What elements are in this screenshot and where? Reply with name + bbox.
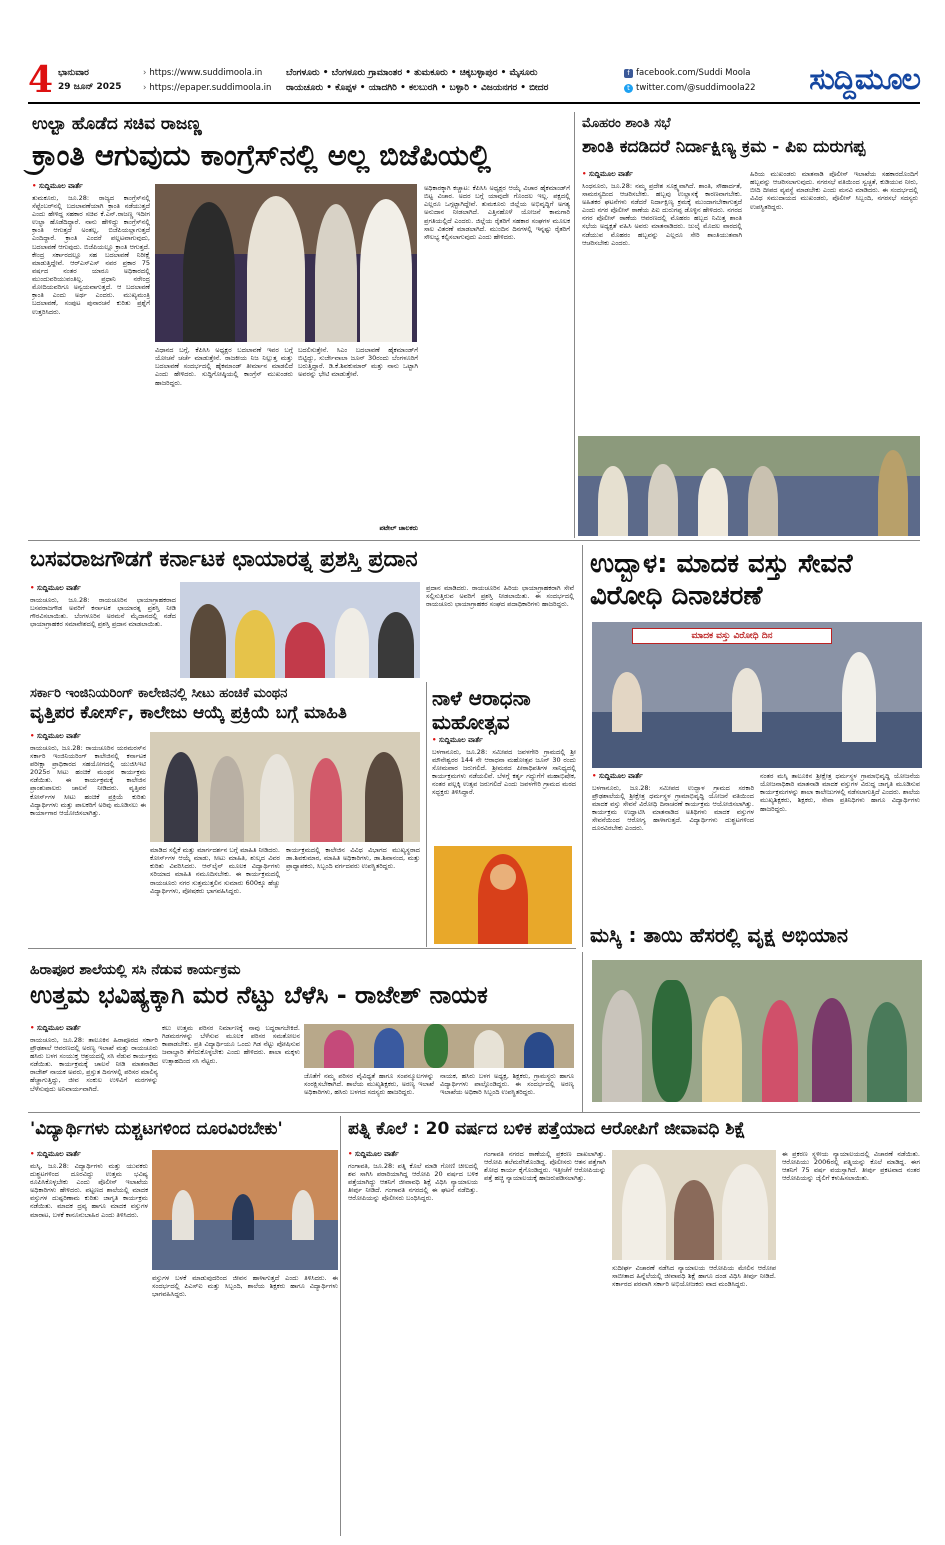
story-headline: ಪತ್ನಿ ಕೊಲೆ : 20 ವರ್ಷದ ಬಳಿಕ ಪತ್ತೆಯಾದ ಆರೋಪಿಗೆ ಜೀವಾವಧಿ ಶಿಕ್ಷೆ — [348, 1119, 746, 1139]
story-byline: ಸುದ್ದಿಮೂಲ ವಾರ್ತೆ — [438, 736, 483, 744]
story-column: • ಸುದ್ದಿಮೂಲ ವಾರ್ತೆ ಗಂಗಾವತಿ, ಜೂ.28: ಪತ್ನಿ ಕೊಲೆ ಮಾಡಿ ಗೋಣಿ ಚೀಲದಲ್ಲಿ ಶವ ಸಾಗಿಸಿ ಪರಾರಿಯಾಗಿದ್ದ ಆರೋಪಿ 20 ವರ್ಷದ ಬಳಿಕ ಪತ್ತೆಯಾಗಿದ್ದು ಆತನಿಗೆ ಜೀವಾವಧಿ ಶಿಕ್ಷೆ ವಿಧಿಸಿ ನ್ಯಾಯಾಲಯ ತೀರ್ಪು ನೀಡಿದೆ. ಗಂಗಾವತಿ ನಗರದಲ್ಲಿ ಈ ಘಟನೆ ನಡೆದಿತ್ತು. ಆರೋಪಿಯನ್ನು ಪೊಲೀಸರು ಬಂಧಿಸಿದ್ದರು. — [348, 1150, 478, 1203]
story-headline: ಉತ್ತಮ ಭವಿಷ್ಯಕ್ಕಾಗಿ ಮರ ನೆಟ್ಟು ಬೆಳೆಸಿ - ರಾಜೇಶ್ ನಾಯಕ — [30, 981, 488, 1009]
story-headline: ಬಸವರಾಜಗೌಡಗೆ ಕರ್ನಾಟಕ ಛಾಯಾರತ್ನ ಪ್ರಶಸ್ತಿ ಪ್ರದಾನ — [30, 547, 418, 572]
story-column — [298, 346, 418, 524]
story-byline: ಸುದ್ದಿಮೂಲ ವಾರ್ತೆ — [36, 584, 81, 592]
story-text: ಹಿರಿಯ ಮುಖಂಡರು ಮಾತನಾಡಿ ಪೊಲೀಸ್ ಇಲಾಖೆಯ ಸಹಕಾರದೊಂದಿಗೆ ಹಬ್ಬವನ್ನು ಆಚರಿಸಲಾಗುವುದು. ನಗರಸಭೆ ವತಿಯಿಂದ ಸ್ವಚ್ಛತೆ, ಕುಡಿಯುವ ನೀರು, ಬೀದಿ ದೀಪದ ವ್ಯವಸ್ಥೆ ಮಾಡಬೇಕು ಎಂದು ಮನವಿ ಮಾಡಿದರು. ಈ ಸಂದರ್ಭದಲ್ಲಿ ವಿವಿಧ ಸಮುದಾಯದ ಮುಖಂಡರು, ಪೊಲೀಸ್ ಸಿಬ್ಬಂದಿ, ನಗರಸಭೆ ಸದಸ್ಯರು ಉಪಸ್ಥಿತರಿದ್ದರು. — [750, 170, 918, 211]
story-text: ಸುದೀರ್ಘ ವಿಚಾರಣೆ ನಡೆಸಿದ ನ್ಯಾಯಾಲಯ ಆರೋಪಿಯ ಮೇಲಿನ ಆರೋಪ ಸಾಬೀತಾದ ಹಿನ್ನೆಲೆಯಲ್ಲಿ ಜೀವಾವಧಿ ಶಿಕ್ಷೆ ಹಾಗೂ ದಂಡ ವಿಧಿಸಿ ತೀರ್ಪು ನೀಡಿದೆ. ಸರ್ಕಾರದ ಪರವಾಗಿ ಸರ್ಕಾರಿ ಅಭಿಯೋಜಕರು ವಾದ ಮಂಡಿಸಿದ್ದರು. — [612, 1264, 776, 1289]
story-kicker: ಮೊಹರಂ ಶಾಂತಿ ಸಭೆ — [582, 116, 671, 131]
story-photo — [434, 846, 572, 944]
city-editions — [286, 66, 616, 96]
story-photo — [592, 622, 922, 768]
story-text: ನಂತರ ಮಸ್ಕಿ ತಾಲೂಕಿನ ಶ್ರೀಕ್ಷೇತ್ರ ಧರ್ಮಸ್ಥಳ ಗ್ರಾಮಾಭಿವೃದ್ಧಿ ಯೋಜನೆಯ ಯೋಜನಾಧಿಕಾರಿ ಮಾತನಾಡಿ ಮಾದಕ ವಸ್ತುಗಳ ವಿರುದ್ಧ ಜಾಗೃತಿ ಮೂಡಿಸುವ ಕಾರ್ಯಕ್ರಮಗಳನ್ನು ಶಾಲಾ ಕಾಲೇಜುಗಳಲ್ಲಿ ನಡೆಸಲಾಗುತ್ತಿದೆ ಎಂದರು. ಶಾಲೆಯ ಮುಖ್ಯಶಿಕ್ಷಕರು, ಶಿಕ್ಷಕರು, ಸೇವಾ ಪ್ರತಿನಿಧಿಗಳು ಹಾಗೂ ವಿದ್ಯಾರ್ಥಿಗಳು ಹಾಜರಿದ್ದರು. — [760, 772, 920, 813]
masthead — [28, 60, 920, 104]
story-photo — [592, 960, 922, 1102]
event-banner: ಮಾದಕ ವಸ್ತು ವಿರೋಧಿ ದಿನ — [632, 628, 832, 644]
story-column — [484, 1150, 606, 1530]
story-column — [612, 1264, 776, 1530]
story-column: • ಸುದ್ದಿಮೂಲ ವಾರ್ತೆ ಮಸ್ಕಿ, ಜೂ.28: ವಿದ್ಯಾರ್ಥಿಗಳು ಮತ್ತು ಯುವಕರು ದುಶ್ಚಟಗಳಿಂದ ದೂರವಿದ್ದು ಉತ್ತಮ ಭವಿಷ್ಯ ರೂಪಿಸಿಕೊಳ್ಳಬೇಕು ಎಂದು ಪೊಲೀಸ್ ಇಲಾಖೆಯ ಅಧಿಕಾರಿಗಳು ಹೇಳಿದರು. ಪಟ್ಟಣದ ಶಾಲೆಯಲ್ಲಿ ಮಾದಕ ವಸ್ತುಗಳ ದುಷ್ಪರಿಣಾಮ ಕುರಿತು ಜಾಗೃತಿ ಕಾರ್ಯಕ್ರಮ ನಡೆಯಿತು. ಮಾದಕ ದ್ರವ್ಯ ಹಾಗೂ ಮಾದಕ ವಸ್ತುಗಳ ಮಾರಾಟ, ಬಳಕೆ ಕಾನೂನುಬಾಹಿರ ಎಂದು ತಿಳಿಸಿದರು. — [30, 1150, 148, 1219]
story-photo — [152, 1150, 338, 1270]
section-divider — [28, 540, 920, 541]
story-headline: ಶಾಂತಿ ಕದಡಿದರೆ ನಿರ್ದಾಕ್ಷಿಣ್ಯ ಕ್ರಮ - ಪಿಐ ದುರುಗಪ್ಪ — [582, 137, 866, 157]
story-column — [155, 346, 293, 534]
epaper-link[interactable]: https://epaper.suddimoola.in — [149, 83, 272, 93]
story-photo — [155, 184, 417, 342]
date: 29 ಜೂನ್ 2025 — [58, 82, 122, 92]
twitter-icon: t — [624, 84, 633, 93]
story-text: ಬದಲಿಸುತ್ತೇನೆ. ಸಿಎಂ ಬದಲಾವಣೆ ಹೈಕಮಾಂಡ್‌ಗೆ ಬಿಟ್ಟಿದ್ದು, ಸುರ್ಜೇವಾಲಾ ಜೂನ್ 30ರಂದು ಬೆಂಗಳೂರಿಗೆ ಬರುತ್ತಿದ್ದಾರೆ. ಡಿ.ಕೆ.ಶಿವಕುಮಾರ್ ಮತ್ತು ನಾನು ಒಟ್ಟಾಗಿ ಅವರನ್ನು ಭೇಟಿ ಮಾಡುತ್ತೇವೆ. — [298, 346, 418, 379]
story-column: • ಸುದ್ದಿಮೂಲ ವಾರ್ತೆ ತುಮಕೂರು, ಜೂ.28: ರಾಜ್ಯದ ಕಾಂಗ್ರೆಸ್‌ನಲ್ಲಿ ಸೆಪ್ಟೆಂಬರ್‌ನಲ್ಲಿ ಬದಲಾವಣೆಯಾಗಿ ಕ್ರಾಂತಿ ನಡೆಯುತ್ತದೆ ಎಂದು ಹೇಳಿದ್ದ ಸಹಕಾರ ಸಚಿವ ಕೆ.ಎನ್.ರಾಜಣ್ಣ ಇದೀಗ ಉಲ್ಟಾ ಹೊಡೆದಿದ್ದಾರೆ. ನಾನು ಹೇಳಿದ್ದು ಕಾಂಗ್ರೆಸ್‌ನಲ್ಲಿ ಕ್ರಾಂತಿ ಆಗುತ್ತದೆ ಅಂತಲ್ಲ, ಬಿಜೆಪಿಯಲ್ಲಾಗುತ್ತದೆ ಎಂದಿದ್ದಾರೆ. ಕ್ರಾಂತಿ ಎಂದರೆ ಪಲ್ಲಟವಾಗುವುದು, ಬದಲಾವಣೆ ಆಗುವುದು. ಬಿಜೆಪಿಯಲ್ಲೂ ಕ್ರಾಂತಿ ಆಗುತ್ತದೆ. ಕೇಂದ್ರ ಸರ್ಕಾರದಲ್ಲೂ ಸಹ ಬದಲಾವಣೆ ನಿರೀಕ್ಷೆ ಮಾಡುತ್ತಿದ್ದೇವೆ. ಆರ್‌ಎಸ್‌ಎಸ್ ನವರ ಪ್ರಕಾರ 75 ವರ್ಷದ ನಂತರ ಯಾರೂ ಅಧಿಕಾರದಲ್ಲಿ ಮುಂದುವರಿಯುವಂತಿಲ್ಲ. ಪ್ರಧಾನಿ ನರೇಂದ್ರ ಮೋದಿಯವರಿಗೂ ಅನ್ವಯವಾಗುತ್ತದೆ. ಆ ಬದಲಾವಣೆ ಕ್ರಾಂತಿ ಎಂದು ಅರ್ಥ ಎಂದರು. ಮುಖ್ಯಮಂತ್ರಿ ಬದಲಾವಣೆ, ಸಂಪುಟ ಪುನಾರಚನೆ ಕುರಿತು ಪ್ರಶ್ನೆಗೆ ಉತ್ತರಿಸಿದರು. — [32, 182, 150, 316]
date-block — [58, 66, 122, 94]
story-byline: ಸುದ್ದಿಮೂಲ ವಾರ್ತೆ — [354, 1150, 399, 1158]
story-text: ವಿಧಾನದ ಬಗ್ಗೆ, ಕೆಪಿಸಿಸಿ ಅಧ್ಯಕ್ಷರ ಬದಲಾವಣೆ ಇವರ ಬಗ್ಗೆ ಯೋಚನೆ ಚರ್ಚೆ ಮಾಡುತ್ತೇನೆ. ರಾಜಕೀಯ ನಿಜ ನಿಲ್ಲುತ್ತ ಮತ್ತು ಬದಲಾವಣೆ ಸಂದರ್ಭದಲ್ಲಿ ಹೈಕಮಾಂಡ್ ತೀರ್ಮಾನ ಮಾಡಲಿದೆ ಎಂದು ಹೇಳಿದರು. ಸುದ್ದಿಗೋಷ್ಠಿಯಲ್ಲಿ ಕಾಂಗ್ರೆಸ್ ಮುಖಂಡರು ಹಾಜರಿದ್ದರು. — [155, 346, 293, 387]
story-headline: 'ವಿದ್ಯಾರ್ಥಿಗಳು ದುಶ್ಚಟಗಳಿಂದ ದೂರವಿರಬೇಕು' — [30, 1119, 283, 1139]
section-divider — [28, 1112, 920, 1113]
facebook-link[interactable]: facebook.com/Suddi Moola — [636, 68, 751, 78]
newspaper-logo: ಸುದ್ದಿಮೂಲ — [809, 62, 920, 97]
story-headline: ಉದ್ಬಾಳ: ಮಾದಕ ವಸ್ತು ಸೇವನೆ ವಿರೋಧಿ ದಿನಾಚರಣೆ — [590, 549, 853, 611]
story-text: ನಾಯಕ, ಹಸಿರು ಬಳಗ ಅಧ್ಯಕ್ಷ, ಶಿಕ್ಷಕರು, ಗ್ರಾಮಸ್ಥರು ಹಾಗೂ ವಿದ್ಯಾರ್ಥಿಗಳು ಪಾಲ್ಗೊಂಡಿದ್ದರು. ಈ ಸಂದರ್ಭದಲ್ಲಿ ಅರಣ್ಯ ಇಲಾಖೆಯ ಅಧಿಕಾರಿ ಸಿಬ್ಬಂದಿ ಉಪಸ್ಥಿತರಿದ್ದರು. — [440, 1072, 574, 1097]
chevron-right-icon: › — [143, 68, 147, 78]
story-headline: ನಾಳೆ ಆರಾಧನಾ ಮಹೋತ್ಸವ — [432, 686, 531, 734]
twitter-link[interactable]: twitter.com/@suddimoola22 — [636, 83, 756, 93]
story-text: ಕಲು ಉತ್ತಮ ಪರಿಸರ ನಿರ್ಮಾಣಕ್ಕೆ ನಾವು ಬದ್ಧರಾಗಬೇಕಿದೆ. ಗಿಡಮರಗಳನ್ನು ಬೆಳೆಸುವ ಮೂಲಕ ಪರಿಸರ ಸಮತೋಲನ ಕಾಪಾಡಬೇಕು. ಪ್ರತಿ ವಿದ್ಯಾರ್ಥಿಯೂ ಒಂದು ಗಿಡ ನೆಟ್ಟು ಪೋಷಿಸುವ ಜವಾಬ್ದಾರಿ ತೆಗೆದುಕೊಳ್ಳಬೇಕು ಎಂದು ಹೇಳಿದರು. ಶಾಲಾ ಮಕ್ಕಳು ಉತ್ಸಾಹದಿಂದ ಸಸಿ ನೆಟ್ಟರು. — [162, 1024, 300, 1065]
page-number: 4 — [28, 59, 54, 101]
story-photo — [304, 1024, 574, 1068]
story-text: ಗಂಗಾವತಿ ನಗರದ ಠಾಣೆಯಲ್ಲಿ ಪ್ರಕರಣ ದಾಖಲಾಗಿತ್ತು. ಆರೋಪಿ ತಲೆಮರೆಸಿಕೊಂಡಿದ್ದ. ಪೊಲೀಸರು ಆತನ ಪತ್ತೆಗಾಗಿ ಶೋಧ ಕಾರ್ಯ ಕೈಗೊಂಡಿದ್ದರು. ಇತ್ತೀಚೆಗೆ ಆರೋಪಿಯನ್ನು ಪತ್ತೆ ಹಚ್ಚಿ ನ್ಯಾಯಾಲಯಕ್ಕೆ ಹಾಜರುಪಡಿಸಲಾಗಿತ್ತು. — [484, 1150, 606, 1183]
story-headline: ಕ್ರಾಂತಿ ಆಗುವುದು ಕಾಂಗ್ರೆಸ್‌ನಲ್ಲಿ ಅಲ್ಲ ಬಿಜೆಪಿಯಲ್ಲಿ — [32, 138, 491, 172]
story-column: • ಸುದ್ದಿಮೂಲ ವಾರ್ತೆ ರಾಯಚೂರು, ಜೂ.28: ರಾಯಚೂರಿನ ಯರಮರಸ್‌ನ ಸರ್ಕಾರಿ ಇಂಜಿನಿಯರಿಂಗ್ ಕಾಲೇಜಿನಲ್ಲಿ ಕರ್ನಾಟಕ ಪರೀಕ್ಷಾ ಪ್ರಾಧಿಕಾರದ ಸಹಯೋಗದಲ್ಲಿ ಯುಜಿಸಿಇಟಿ 2025ರ ಸೀಟು ಹಂಚಿಕೆ ಮಂಥನ ಕಾರ್ಯಕ್ರಮ ನಡೆಯಿತು. ಈ ಕಾರ್ಯಕ್ರಮಕ್ಕೆ ಕಾಲೇಜಿನ ಪ್ರಾಂಶುಪಾಲರು ಚಾಲನೆ ನೀಡಿದರು. ವೃತ್ತಿಪರ ಕೋರ್ಸ್‌ಗಳ ಸೀಟು ಹಂಚಿಕೆ ಪ್ರಕ್ರಿಯೆ ಕುರಿತು ವಿದ್ಯಾರ್ಥಿಗಳು ಮತ್ತು ಪಾಲಕರಿಗೆ ಅರಿವು ಮೂಡಿಸಲು ಈ ಕಾರ್ಯಾಗಾರ ಆಯೋಜಿಸಲಾಗಿತ್ತು. — [30, 732, 146, 817]
story-byline: ಸುದ್ದಿಮೂಲ ವಾರ್ತೆ — [588, 170, 633, 178]
story-photo — [578, 436, 920, 536]
story-text: ಜೊತೆಗೆ ನಮ್ಮ ಪರಿಸರ ವೈವಿಧ್ಯತೆ ಹಾಗೂ ಸಂಪನ್ಮೂಲಗಳನ್ನು ಸಂರಕ್ಷಿಸಬೇಕಾಗಿದೆ. ಶಾಲೆಯ ಮುಖ್ಯಶಿಕ್ಷಕರು, ಅರಣ್ಯ ಇಲಾಖೆ ಅಧಿಕಾರಿಗಳು, ಹಸಿರು ಬಳಗದ ಸದಸ್ಯರು ಹಾಜರಿದ್ದರು. — [304, 1072, 434, 1097]
story-text: ಮಾಡಿದ ಸಲ್ಲಿಕೆ ಮತ್ತು ಮಾರ್ಗದರ್ಶನ ಬಗ್ಗೆ ಮಾಹಿತಿ ನೀಡಿದರು. ಕೋರ್ಸ್‌ಗಳ ಆಯ್ಕೆ ಮಾಡು, ಸೀಟು ಮಾಹಿತಿ, ಶುಲ್ಕದ ವಿವರ ಕುರಿತು ವಿವರಿಸಿದರು. ಆನ್‌ಲೈನ್ ಮೂಲಕ ವಿದ್ಯಾರ್ಥಿಗಳು ಸರಿಯಾದ ಮಾಹಿತಿ ನಮೂದಿಸಬೇಕು. ಈ ಕಾರ್ಯಕ್ರಮದಲ್ಲಿ ರಾಯಚೂರು ನಗರ ಸುತ್ತಮುತ್ತಲಿನ ಸುಮಾರು 600ಕ್ಕೂ ಹೆಚ್ಚು ವಿದ್ಯಾರ್ಥಿಗಳು, ಪೋಷಕರು ಭಾಗವಹಿಸಿದ್ದರು. — [150, 846, 280, 895]
story-text: ಬಳಗಾನೂರು, ಜೂ.28: ಸಮೀಪದ ಉದ್ಬಾಳ ಗ್ರಾಮದ ಸರಕಾರಿ ಪ್ರೌಢಶಾಲೆಯಲ್ಲಿ ಶ್ರೀಕ್ಷೇತ್ರ ಧರ್ಮಸ್ಥಳ ಗ್ರಾಮಾಭಿವೃದ್ಧಿ ಯೋಜನೆ ವತಿಯಿಂದ ಮಾದಕ ವಸ್ತು ಸೇವನೆ ವಿರೋಧಿ ದಿನಾಚರಣೆ ಕಾರ್ಯಕ್ರಮ ಆಯೋಜಿಸಲಾಗಿತ್ತು. ಕಾರ್ಯಕ್ರಮ ಉದ್ಘಾಟಿಸಿ ಮಾತನಾಡಿದ ಅತಿಥಿಗಳು ಮಾದಕ ವಸ್ತುಗಳ ಸೇವನೆಯಿಂದ ಆರೋಗ್ಯ ಹಾಳಾಗುತ್ತದೆ. ವಿದ್ಯಾರ್ಥಿಗಳು ದುಶ್ಚಟಗಳಿಂದ ದೂರವಿರಬೇಕು ಎಂದರು. — [592, 783, 754, 833]
story-column — [760, 772, 920, 944]
story-text: ರಾಯಚೂರು, ಜೂ.28: ರಾಯಚೂರಿನ ಛಾಯಾಗ್ರಾಹಕರಾದ ಬಸವರಾಜಗೌಡ ಅವರಿಗೆ ಕರ್ನಾಟಕ ಛಾಯಾರತ್ನ ಪ್ರಶಸ್ತಿ ನೀಡಿ ಗೌರವಿಸಲಾಯಿತು. ಬೆಂಗಳೂರಿನ ಅರಮನೆ ಮೈದಾನದಲ್ಲಿ ನಡೆದ ಛಾಯಾಗ್ರಾಹಕರ ಸಮಾವೇಶದಲ್ಲಿ ಪ್ರಶಸ್ತಿ ಪ್ರದಾನ ಮಾಡಲಾಯಿತು. — [30, 595, 176, 629]
story-column: • ಸುದ್ದಿಮೂಲ ವಾರ್ತೆ ಬಳಗಾನೂರು, ಜೂ.28: ಸಮೀಪದ ಜವಳಗೇರಿ ಗ್ರಾಮದಲ್ಲಿ ಶ್ರೀ ಮೌನೇಶ್ವರರ 144 ನೇ ಆರಾಧನಾ ಮಹೋತ್ಸವ ಜೂನ್ 30 ರಂದು ಸೋಮವಾರ ಜರುಗಲಿದೆ. ಶ್ರೀಮಠದ ಪೀಠಾಧಿಪತಿಗಳ ಸಾನಿಧ್ಯದಲ್ಲಿ ಕಾರ್ಯಕ್ರಮಗಳು ನಡೆಯಲಿವೆ. ಬೆಳಗ್ಗೆ ಕರ್ತೃ ಗದ್ದುಗೆಗೆ ಮಹಾಭಿಷೇಕ, ನಂತರ ಪಲ್ಲಕ್ಕಿ ಉತ್ಸವ ಜರುಗಲಿದೆ ಎಂದು ಜವಳಗೇರಿ ಗ್ರಾಮದ ಮಠದ ಸದ್ಭಕ್ತರು ತಿಳಿಸಿದ್ದಾರೆ. — [432, 736, 576, 797]
section-divider — [28, 948, 576, 949]
story-text: ಸಿಂಧನೂರು, ಜೂ.28: ನಮ್ಮ ಪ್ರದೇಶ ಸೂಕ್ಷ್ಮವಾಗಿದೆ. ಶಾಂತಿ, ಸೌಹಾರ್ದತೆ, ಸಾಮರಸ್ಯದಿಂದ ಆಚರಿಸಬೇಕು. ಹಬ್ಬವು ಉಲ್ಲಾಸಕ್ಕೆ ಕಾರಣವಾಗಬೇಕು. ಅಹಿತಕರ ಘಟನೆಗಳು ನಡೆದರೆ ನಿರ್ದಾಕ್ಷಿಣ್ಯ ಕ್ರಮಕ್ಕೆ ಮುಂದಾಗಬೇಕಾಗುತ್ತದೆ ಎಂದು ನಗರ ಪೊಲೀಸ್ ಠಾಣೆಯ ಪಿಐ ದುರುಗಪ್ಪ ಡೊಳ್ಳಿನ ಹೇಳಿದರು. ನಗರದ ನಗರ ಪೊಲೀಸ್ ಠಾಣೆಯ ಆವರಣದಲ್ಲಿ ಮೊಹರಂ ಹಬ್ಬದ ನಿಮಿತ್ತ ಶಾಂತಿ ಸಭೆಯ ಅಧ್ಯಕ್ಷತೆ ವಹಿಸಿ ಅವರು ಮಾತನಾಡಿದರು. ಜುಲೈ ಮೊದಲ ವಾರದಲ್ಲಿ ನಡೆಯುವ ಮೊಹರಂ ಹಬ್ಬವನ್ನು ಎಲ್ಲರೂ ಸೇರಿ ಶಾಂತಿಯುತವಾಗಿ ಆಚರಿಸಬೇಕು ಎಂದರು. — [582, 181, 742, 247]
story-text: ಪ್ರದಾನ ಮಾಡಿದರು. ರಾಯಚೂರಿನ ಹಿರಿಯ ಛಾಯಾಗ್ರಾಹಕರಾಗಿ ಸೇವೆ ಸಲ್ಲಿಸುತ್ತಿರುವ ಅವರಿಗೆ ಪ್ರಶಸ್ತಿ ನೀಡಲಾಯಿತು. ಈ ಸಂದರ್ಭದಲ್ಲಿ ರಾಯಚೂರು ಛಾಯಾಗ್ರಾಹಕರ ಸಂಘದ ಪದಾಧಿಕಾರಿಗಳು ಹಾಜರಿದ್ದರು. — [426, 584, 574, 609]
day: ಭಾನುವಾರ — [58, 68, 89, 78]
story-text: ರಾಯಚೂರು, ಜೂ.28: ರಾಯಚೂರಿನ ಯರಮರಸ್‌ನ ಸರ್ಕಾರಿ ಇಂಜಿನಿಯರಿಂಗ್ ಕಾಲೇಜಿನಲ್ಲಿ ಕರ್ನಾಟಕ ಪರೀಕ್ಷಾ ಪ್ರಾಧಿಕಾರದ ಸಹಯೋಗದಲ್ಲಿ ಯುಜಿಸಿಇಟಿ 2025ರ ಸೀಟು ಹಂಚಿಕೆ ಮಂಥನ ಕಾರ್ಯಕ್ರಮ ನಡೆಯಿತು. ಈ ಕಾರ್ಯಕ್ರಮಕ್ಕೆ ಕಾಲೇಜಿನ ಪ್ರಾಂಶುಪಾಲರು ಚಾಲನೆ ನೀಡಿದರು. ವೃತ್ತಿಪರ ಕೋರ್ಸ್‌ಗಳ ಸೀಟು ಹಂಚಿಕೆ ಪ್ರಕ್ರಿಯೆ ಕುರಿತು ವಿದ್ಯಾರ್ಥಿಗಳು ಮತ್ತು ಪಾಲಕರಿಗೆ ಅರಿವು ಮೂಡಿಸಲು ಈ ಕಾರ್ಯಾಗಾರ ಆಯೋಜಿಸಲಾಗಿತ್ತು. — [30, 743, 146, 817]
story-text: ಮಸ್ಕಿ, ಜೂ.28: ವಿದ್ಯಾರ್ಥಿಗಳು ಮತ್ತು ಯುವಕರು ದುಶ್ಚಟಗಳಿಂದ ದೂರವಿದ್ದು ಉತ್ತಮ ಭವಿಷ್ಯ ರೂಪಿಸಿಕೊಳ್ಳಬೇಕು ಎಂದು ಪೊಲೀಸ್ ಇಲಾಖೆಯ ಅಧಿಕಾರಿಗಳು ಹೇಳಿದರು. ಪಟ್ಟಣದ ಶಾಲೆಯಲ್ಲಿ ಮಾದಕ ವಸ್ತುಗಳ ದುಷ್ಪರಿಣಾಮ ಕುರಿತು ಜಾಗೃತಿ ಕಾರ್ಯಕ್ರಮ ನಡೆಯಿತು. ಮಾದಕ ದ್ರವ್ಯ ಹಾಗೂ ಮಾದಕ ವಸ್ತುಗಳ ಮಾರಾಟ, ಬಳಕೆ ಕಾನೂನುಬಾಹಿರ ಎಂದು ತಿಳಿಸಿದರು. — [30, 1161, 148, 1219]
story-text: ಗಂಗಾವತಿ, ಜೂ.28: ಪತ್ನಿ ಕೊಲೆ ಮಾಡಿ ಗೋಣಿ ಚೀಲದಲ್ಲಿ ಶವ ಸಾಗಿಸಿ ಪರಾರಿಯಾಗಿದ್ದ ಆರೋಪಿ 20 ವರ್ಷದ ಬಳಿಕ ಪತ್ತೆಯಾಗಿದ್ದು ಆತನಿಗೆ ಜೀವಾವಧಿ ಶಿಕ್ಷೆ ವಿಧಿಸಿ ನ್ಯಾಯಾಲಯ ತೀರ್ಪು ನೀಡಿದೆ. ಗಂಗಾವತಿ ನಗರದಲ್ಲಿ ಈ ಘಟನೆ ನಡೆದಿತ್ತು. ಆರೋಪಿಯನ್ನು ಪೊಲೀಸರು ಬಂಧಿಸಿದ್ದರು. — [348, 1161, 478, 1203]
story-byline: ಸುದ್ದಿಮೂಲ ವಾರ್ತೆ — [38, 182, 83, 190]
story-column — [426, 584, 574, 678]
story-byline: ಸುದ್ದಿಮೂಲ ವಾರ್ತೆ — [36, 1150, 81, 1158]
story-column — [162, 1024, 300, 1108]
story-column: • ಸುದ್ದಿಮೂಲ ವಾರ್ತೆ ಬಳಗಾನೂರು, ಜೂ.28: ಸಮೀಪದ ಉದ್ಬಾಳ ಗ್ರಾಮದ ಸರಕಾರಿ ಪ್ರೌಢಶಾಲೆಯಲ್ಲಿ ಶ್ರೀಕ್ಷೇತ್ರ ಧರ್ಮಸ್ಥಳ ಗ್ರಾಮಾಭಿವೃದ್ಧಿ ಯೋಜನೆ ವತಿಯಿಂದ ಮಾದಕ ವಸ್ತು ಸೇವನೆ ವಿರೋಧಿ ದಿನಾಚರಣೆ ಕಾರ್ಯಕ್ರಮ ಆಯೋಜಿಸಲಾಗಿತ್ತು. ಕಾರ್ಯಕ್ರಮ ಉದ್ಘಾಟಿಸಿ ಮಾತನಾಡಿದ ಅತಿಥಿಗಳು ಮಾದಕ ವಸ್ತುಗಳ ಸೇವನೆಯಿಂದ ಆರೋಗ್ಯ ಹಾಳಾಗುತ್ತದೆ. ವಿದ್ಯಾರ್ಥಿಗಳು ದುಶ್ಚಟಗಳಿಂದ ದೂರವಿರಬೇಕು ಎಂದರು. — [592, 772, 754, 833]
story-signatories: ಪಟೇಲ್ ಚಾಲಕರು — [379, 524, 418, 532]
story-column — [782, 1150, 920, 1530]
story-text: ಅಧಿಕಾರಕ್ಕಾಗಿ ಕಚ್ಚಾಟ: ಕೆಪಿಸಿಸಿ ಅಧ್ಯಕ್ಷರ ಆಯ್ಕೆ ವಿಚಾರ ಹೈಕಮಾಂಡ್‌ಗೆ ಬಿಟ್ಟ ವಿಚಾರ. ಅದರ ಬಗ್ಗೆ ಯಾವುದೇ ಗೊಂದಲ ಇಲ್ಲ. ಪಕ್ಷದಲ್ಲಿ ಎಲ್ಲರೂ ಒಗ್ಗಟ್ಟಾಗಿದ್ದೇವೆ. ತುಮಕೂರು ಜಿಲ್ಲೆಯ ಅಭಿವೃದ್ಧಿಗೆ ಅಗತ್ಯ ಅನುದಾನ ನೀಡಲಾಗಿದೆ. ಎತ್ತಿನಹೊಳೆ ಯೋಜನೆ ಕಾಮಗಾರಿ ಪ್ರಗತಿಯಲ್ಲಿದೆ ಎಂದರು. ಜಿಲ್ಲೆಯ ರೈತರಿಗೆ ಸಹಕಾರ ಸಂಘಗಳ ಮೂಲಕ ಸಾಲ ವಿತರಣೆ ಮಾಡಲಾಗಿದೆ. ಮುಂದಿನ ದಿನಗಳಲ್ಲಿ ಇನ್ನಷ್ಟು ರೈತರಿಗೆ ಸೌಲಭ್ಯ ಕಲ್ಪಿಸಲಾಗುವುದು ಎಂದು ಹೇಳಿದರು. — [424, 184, 570, 241]
story-kicker: ಉಲ್ಟಾ ಹೊಡೆದ ಸಚಿವ ರಾಜಣ್ಣ — [32, 114, 202, 134]
story-photo — [612, 1150, 776, 1260]
website-link[interactable]: https://www.suddimoola.in — [149, 68, 263, 78]
website-links — [143, 66, 271, 96]
column-divider — [582, 952, 583, 1112]
story-column — [424, 184, 570, 534]
story-byline: ಸುದ್ದಿಮೂಲ ವಾರ್ತೆ — [36, 1024, 81, 1032]
story-text: ವಸ್ತುಗಳ ಬಳಕೆ ಮಾಡುವುದರಿಂದ ಜೀವನ ಹಾಳಾಗುತ್ತದೆ ಎಂದು ತಿಳಿಸಿದರು. ಈ ಸಂದರ್ಭದಲ್ಲಿ ಪಿಎಸ್‌ಐ ಮತ್ತು ಸಿಬ್ಬಂದಿ, ಶಾಲೆಯ ಶಿಕ್ಷಕರು ಹಾಗೂ ವಿದ್ಯಾರ್ಥಿಗಳು ಭಾಗವಹಿಸಿದ್ದರು. — [152, 1274, 338, 1299]
story-byline: ಸುದ್ದಿಮೂಲ ವಾರ್ತೆ — [36, 732, 81, 740]
story-text: ರಾಯಚೂರು, ಜೂ.28: ತಾಲೂಕಿನ ಹಿರಾಪೂರದ ಸರ್ಕಾರಿ ಪ್ರೌಢಶಾಲೆ ಆವರಣದಲ್ಲಿ ಅರಣ್ಯ ಇಲಾಖೆ ಮತ್ತು ರಾಯಚೂರು ಹಸಿರು ಬಳಗ ಸಂಯುಕ್ತ ಆಶ್ರಯದಲ್ಲಿ ಸಸಿ ನೆಡುವ ಕಾರ್ಯಕ್ರಮ ನಡೆಯಿತು. ಕಾರ್ಯಕ್ರಮಕ್ಕೆ ಚಾಲನೆ ನೀಡಿ ಮಾತನಾಡಿದ ರಾಜೇಶ್ ನಾಯಕ ಅವರು, ಪ್ರಸ್ತುತ ದಿನಗಳಲ್ಲಿ ಪರಿಸರ ಮಾಲಿನ್ಯ ಹೆಚ್ಚಾಗುತ್ತಿದ್ದು, ಜೀವ ಸಂಕುಲ ಉಳಿವಿಗೆ ಮರಗಳನ್ನು ಬೆಳೆಸುವುದು ಅನಿವಾರ್ಯವಾಗಿದೆ. — [30, 1035, 158, 1093]
story-spacer — [592, 1106, 754, 1107]
story-column: • ಸುದ್ದಿಮೂಲ ವಾರ್ತೆ ಸಿಂಧನೂರು, ಜೂ.28: ನಮ್ಮ ಪ್ರದೇಶ ಸೂಕ್ಷ್ಮವಾಗಿದೆ. ಶಾಂತಿ, ಸೌಹಾರ್ದತೆ, ಸಾಮರಸ್ಯದಿಂದ ಆಚರಿಸಬೇಕು. ಹಬ್ಬವು ಉಲ್ಲಾಸಕ್ಕೆ ಕಾರಣವಾಗಬೇಕು. ಅಹಿತಕರ ಘಟನೆಗಳು ನಡೆದರೆ ನಿರ್ದಾಕ್ಷಿಣ್ಯ ಕ್ರಮಕ್ಕೆ ಮುಂದಾಗಬೇಕಾಗುತ್ತದೆ ಎಂದು ನಗರ ಪೊಲೀಸ್ ಠಾಣೆಯ ಪಿಐ ದುರುಗಪ್ಪ ಡೊಳ್ಳಿನ ಹೇಳಿದರು. ನಗರದ ನಗರ ಪೊಲೀಸ್ ಠಾಣೆಯ ಆವರಣದಲ್ಲಿ ಮೊಹರಂ ಹಬ್ಬದ ನಿಮಿತ್ತ ಶಾಂತಿ ಸಭೆಯ ಅಧ್ಯಕ್ಷತೆ ವಹಿಸಿ ಅವರು ಮಾತನಾಡಿದರು. ಜುಲೈ ಮೊದಲ ವಾರದಲ್ಲಿ ನಡೆಯುವ ಮೊಹರಂ ಹಬ್ಬವನ್ನು ಎಲ್ಲರೂ ಸೇರಿ ಶಾಂತಿಯುತವಾಗಿ ಆಚರಿಸಬೇಕು ಎಂದರು. — [582, 170, 742, 247]
story-column — [304, 1072, 434, 1108]
social-links — [624, 66, 756, 96]
story-kicker: ಹಿರಾಪೂರ ಶಾಲೆಯಲ್ಲಿ ಸಸಿ ನೆಡುವ ಕಾರ್ಯಕ್ರಮ — [30, 962, 241, 978]
story-kicker: ಸರ್ಕಾರಿ ಇಂಜಿನಿಯರಿಂಗ್ ಕಾಲೇಜಿನಲ್ಲಿ ಸೀಟು ಹಂಚಿಕೆ ಮಂಥನ — [30, 686, 288, 701]
story-column: • ಸುದ್ದಿಮೂಲ ವಾರ್ತೆ ರಾಯಚೂರು, ಜೂ.28: ತಾಲೂಕಿನ ಹಿರಾಪೂರದ ಸರ್ಕಾರಿ ಪ್ರೌಢಶಾಲೆ ಆವರಣದಲ್ಲಿ ಅರಣ್ಯ ಇಲಾಖೆ ಮತ್ತು ರಾಯಚೂರು ಹಸಿರು ಬಳಗ ಸಂಯುಕ್ತ ಆಶ್ರಯದಲ್ಲಿ ಸಸಿ ನೆಡುವ ಕಾರ್ಯಕ್ರಮ ನಡೆಯಿತು. ಕಾರ್ಯಕ್ರಮಕ್ಕೆ ಚಾಲನೆ ನೀಡಿ ಮಾತನಾಡಿದ ರಾಜೇಶ್ ನಾಯಕ ಅವರು, ಪ್ರಸ್ತುತ ದಿನಗಳಲ್ಲಿ ಪರಿಸರ ಮಾಲಿನ್ಯ ಹೆಚ್ಚಾಗುತ್ತಿದ್ದು, ಜೀವ ಸಂಕುಲ ಉಳಿವಿಗೆ ಮರಗಳನ್ನು ಬೆಳೆಸುವುದು ಅನಿವಾರ್ಯವಾಗಿದೆ. — [30, 1024, 158, 1093]
story-text: ಈ ಪ್ರಕರಣ ಸ್ಥಳೀಯ ನ್ಯಾಯಾಲಯದಲ್ಲಿ ವಿಚಾರಣೆ ನಡೆಯಿತು. ಆರೋಪಿಯು 2006ರಲ್ಲಿ ಪತ್ನಿಯನ್ನು ಕೊಲೆ ಮಾಡಿದ್ದ. ಈಗ ಆತನಿಗೆ 75 ವರ್ಷ ವಯಸ್ಸಾಗಿದೆ. ತೀರ್ಪು ಪ್ರಕಟವಾದ ನಂತರ ಆರೋಪಿಯನ್ನು ಜೈಲಿಗೆ ಕಳುಹಿಸಲಾಯಿತು. — [782, 1150, 920, 1183]
column-divider — [340, 1116, 341, 1536]
story-column — [750, 170, 918, 430]
story-text: ಕಾರ್ಯಕ್ರಮದಲ್ಲಿ ಕಾಲೇಜಿನ ವಿವಿಧ ವಿಭಾಗದ ಮುಖ್ಯಸ್ಥರಾದ ಡಾ.ಶಿವಕುಮಾರ, ಮಾಹಿತಿ ಅಧಿಕಾರಿಗಳು, ಡಾ.ಶಿವಾನಂದ, ಮತ್ತು ಪ್ರಾಧ್ಯಾಪಕರು, ಸಿಬ್ಬಂದಿ ವರ್ಗದವರು ಉಪಸ್ಥಿತರಿದ್ದರು. — [286, 846, 420, 871]
story-text: ತುಮಕೂರು, ಜೂ.28: ರಾಜ್ಯದ ಕಾಂಗ್ರೆಸ್‌ನಲ್ಲಿ ಸೆಪ್ಟೆಂಬರ್‌ನಲ್ಲಿ ಬದಲಾವಣೆಯಾಗಿ ಕ್ರಾಂತಿ ನಡೆಯುತ್ತದೆ ಎಂದು ಹೇಳಿದ್ದ ಸಹಕಾರ ಸಚಿವ ಕೆ.ಎನ್.ರಾಜಣ್ಣ ಇದೀಗ ಉಲ್ಟಾ ಹೊಡೆದಿದ್ದಾರೆ. ನಾನು ಹೇಳಿದ್ದು ಕಾಂಗ್ರೆಸ್‌ನಲ್ಲಿ ಕ್ರಾಂತಿ ಆಗುತ್ತದೆ ಅಂತಲ್ಲ, ಬಿಜೆಪಿಯಲ್ಲಾಗುತ್ತದೆ ಎಂದಿದ್ದಾರೆ. ಕ್ರಾಂತಿ ಎಂದರೆ ಪಲ್ಲಟವಾಗುವುದು, ಬದಲಾವಣೆ ಆಗುವುದು. ಬಿಜೆಪಿಯಲ್ಲೂ ಕ್ರಾಂತಿ ಆಗುತ್ತದೆ. ಕೇಂದ್ರ ಸರ್ಕಾರದಲ್ಲೂ ಸಹ ಬದಲಾವಣೆ ನಿರೀಕ್ಷೆ ಮಾಡುತ್ತಿದ್ದೇವೆ. ಆರ್‌ಎಸ್‌ಎಸ್ ನವರ ಪ್ರಕಾರ 75 ವರ್ಷದ ನಂತರ ಯಾರೂ ಅಧಿಕಾರದಲ್ಲಿ ಮುಂದುವರಿಯುವಂತಿಲ್ಲ. ಪ್ರಧಾನಿ ನರೇಂದ್ರ ಮೋದಿಯವರಿಗೂ ಅನ್ವಯವಾಗುತ್ತದೆ. ಆ ಬದಲಾವಣೆ ಕ್ರಾಂತಿ ಎಂದು ಅರ್ಥ ಎಂದರು. ಮುಖ್ಯಮಂತ್ರಿ ಬದಲಾವಣೆ, ಸಂಪುಟ ಪುನಾರಚನೆ ಕುರಿತು ಪ್ರಶ್ನೆಗೆ ಉತ್ತರಿಸಿದರು. — [32, 193, 150, 316]
story-column: • ಸುದ್ದಿಮೂಲ ವಾರ್ತೆ ರಾಯಚೂರು, ಜೂ.28: ರಾಯಚೂರಿನ ಛಾಯಾಗ್ರಾಹಕರಾದ ಬಸವರಾಜಗೌಡ ಅವರಿಗೆ ಕರ್ನಾಟಕ ಛಾಯಾರತ್ನ ಪ್ರಶಸ್ತಿ ನೀಡಿ ಗೌರವಿಸಲಾಯಿತು. ಬೆಂಗಳೂರಿನ ಅರಮನೆ ಮೈದಾನದಲ್ಲಿ ನಡೆದ ಛಾಯಾಗ್ರಾಹಕರ ಸಮಾವೇಶದಲ್ಲಿ ಪ್ರಶಸ್ತಿ ಪ್ರದಾನ ಮಾಡಲಾಯಿತು. — [30, 584, 176, 629]
chevron-right-icon: › — [143, 83, 147, 93]
story-column — [150, 846, 280, 944]
story-text: ಬಳಗಾನೂರು, ಜೂ.28: ಸಮೀಪದ ಜವಳಗೇರಿ ಗ್ರಾಮದಲ್ಲಿ ಶ್ರೀ ಮೌನೇಶ್ವರರ 144 ನೇ ಆರಾಧನಾ ಮಹೋತ್ಸವ ಜೂನ್ 30 ರಂದು ಸೋಮವಾರ ಜರುಗಲಿದೆ. ಶ್ರೀಮಠದ ಪೀಠಾಧಿಪತಿಗಳ ಸಾನಿಧ್ಯದಲ್ಲಿ ಕಾರ್ಯಕ್ರಮಗಳು ನಡೆಯಲಿವೆ. ಬೆಳಗ್ಗೆ ಕರ್ತೃ ಗದ್ದುಗೆಗೆ ಮಹಾಭಿಷೇಕ, ನಂತರ ಪಲ್ಲಕ್ಕಿ ಉತ್ಸವ ಜರುಗಲಿದೆ ಎಂದು ಜವಳಗೇರಿ ಗ್ರಾಮದ ಮಠದ ಸದ್ಭಕ್ತರು ತಿಳಿಸಿದ್ದಾರೆ. — [432, 747, 576, 797]
cities-row-2: ರಾಯಚೂರು • ಕೊಪ್ಪಳ • ಯಾದಗಿರಿ • ಕಲಬುರಗಿ • ಬಳ್ಳಾರಿ • ವಿಜಯನಗರ • ಬೀದರ — [286, 83, 549, 93]
story-photo — [150, 732, 420, 842]
story-column — [440, 1072, 574, 1108]
story-column — [286, 846, 420, 944]
story-headline: ವೃತ್ತಿಪರ ಕೋರ್ಸ್, ಕಾಲೇಜು ಆಯ್ಕೆ ಪ್ರಕ್ರಿಯೆ ಬಗ್ಗೆ ಮಾಹಿತಿ — [30, 703, 347, 723]
column-divider — [574, 112, 575, 538]
cities-row-1: ಬೆಂಗಳೂರು • ಬೆಂಗಳೂರು ಗ್ರಾಮಾಂತರ • ತುಮಕೂರು • ಚಿಕ್ಕಬಳ್ಳಾಪುರ • ಮೈಸೂರು — [286, 68, 538, 78]
facebook-icon: f — [624, 69, 633, 78]
story-byline: ಸುದ್ದಿಮೂಲ ವಾರ್ತೆ — [598, 772, 643, 780]
story-photo — [180, 582, 420, 678]
column-divider — [426, 682, 427, 947]
story-headline: ಮಸ್ಕಿ : ತಾಯಿ ಹೆಸರಲ್ಲಿ ವೃಕ್ಷ ಅಭಿಯಾನ — [590, 923, 848, 947]
column-divider — [582, 545, 583, 947]
story-column — [152, 1274, 338, 1530]
